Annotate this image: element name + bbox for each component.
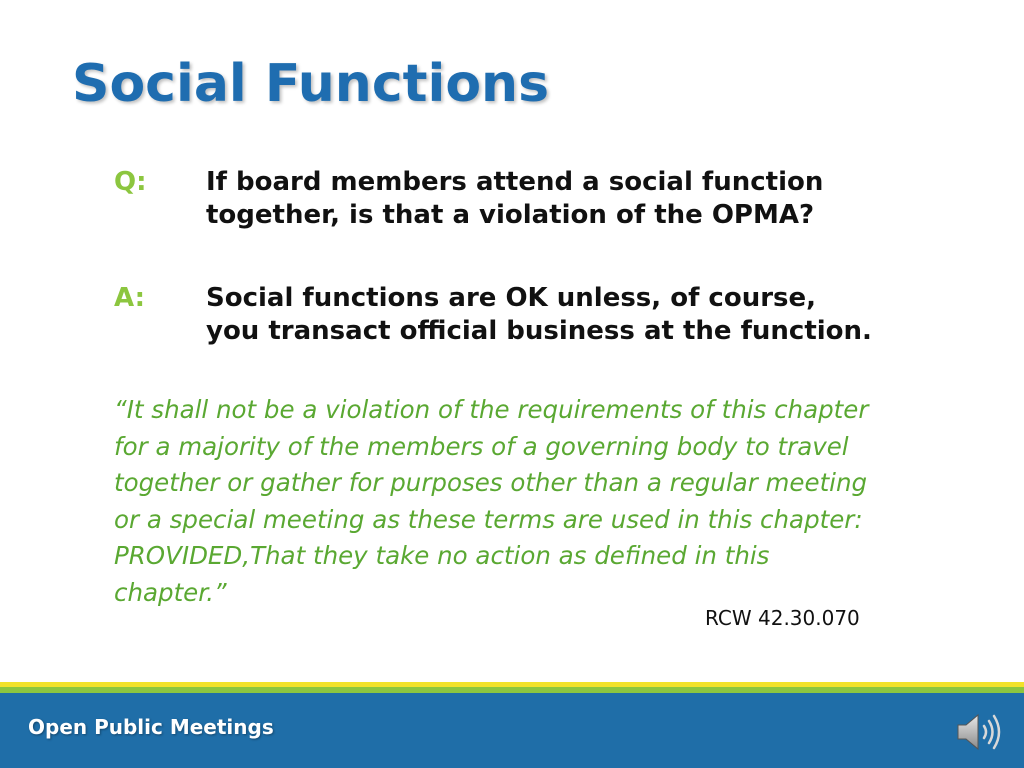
answer-line-1: Social functions are OK unless, of course, [206, 283, 817, 313]
question-label: Q: [114, 167, 147, 197]
quote-line-1: “It shall not be a violation of the requirements of this chapter [114, 395, 869, 424]
speaker-icon-graphic [954, 711, 1004, 753]
quote-line-5: PROVIDED,That they take no action as defined in this [114, 541, 770, 570]
speaker-icon[interactable] [954, 711, 1004, 753]
question-line-1: If board members attend a social function [206, 167, 824, 197]
quote-line-4: or a special meeting as these terms are used in this chapter: [114, 504, 863, 534]
question-text [206, 166, 936, 232]
quote-line-6: chapter.” [114, 577, 227, 607]
slide-title: Social Functions [72, 54, 550, 114]
quote-line-2: for a majority of the members of a governing body to travel [114, 431, 849, 461]
footer-bar [0, 693, 1024, 768]
statute-citation: RCW 42.30.070 [705, 606, 860, 630]
question-line-2: together, is that a violation of the OPMA? [206, 200, 815, 230]
answer-line-2: you transact official business at the function. [206, 316, 872, 346]
answer-label: A: [114, 283, 146, 313]
quote-line-3: together or gather for purposes other than a regular meeting [114, 468, 868, 497]
statute-quote [114, 392, 914, 611]
footer-label: Open Public Meetings [28, 715, 274, 739]
answer-text [206, 282, 936, 348]
